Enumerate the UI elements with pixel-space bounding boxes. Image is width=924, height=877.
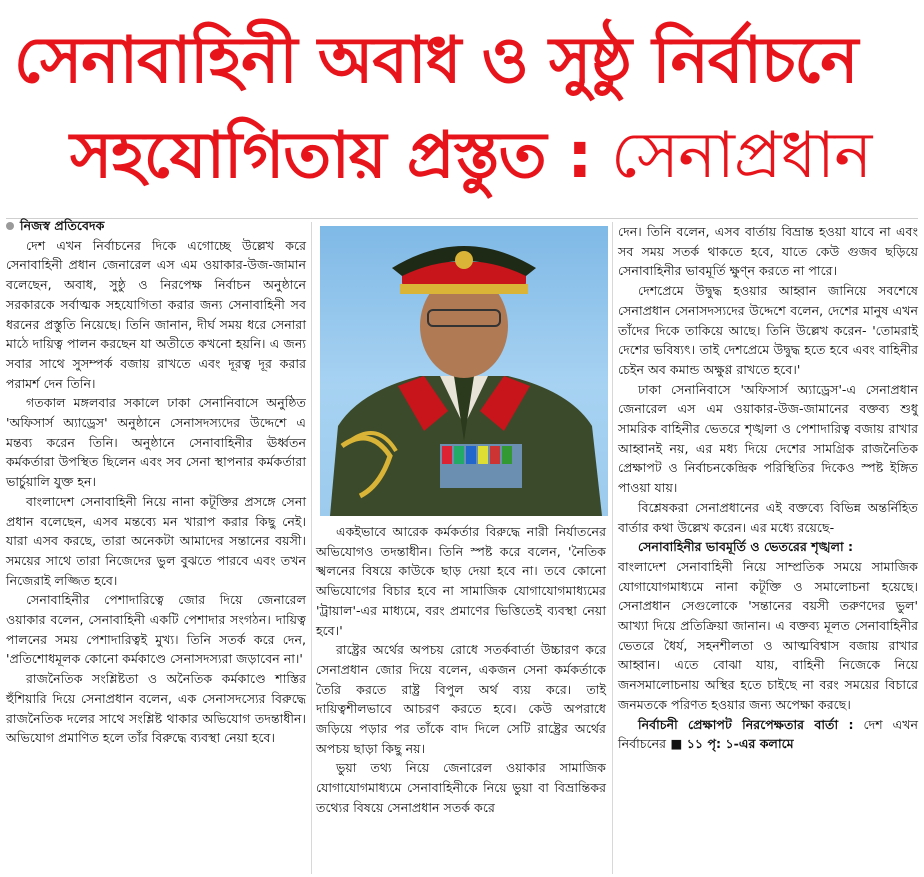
column-divider-2: [612, 222, 613, 874]
headline-line-2: [70, 110, 890, 202]
article-column-1: [6, 216, 306, 876]
army-chief-photo: [320, 226, 608, 516]
column-divider-1: [311, 222, 312, 874]
byline-text: নিজস্ব প্রতিবেদক: [20, 218, 105, 233]
paragraph: ঢাকা সেনানিবাসে 'অফিসার্স অ্যাড্রেস'-এ সেনাপ্রধান জেনারেল এস এম ওয়াকার-উজ-জামানের বক্তব্য শুধু সামরিক বাহিনীর ভেতরে শৃঙ্খলা ও পেশাদারিত্ব বজায় রাখার আহ্বানই নয়, এর মধ্য দিয়ে দেশের সামগ্রিক রাজনৈতিক প্রেক্ষাপট ও নির্বাচনকেন্দ্রিক পরিস্থিতির দিকেও স্পষ্ট ইঙ্গিত পাওয়া যায়।: [618, 381, 918, 496]
paragraph-text: দেশ এখন নির্বাচনের: [618, 716, 918, 752]
article-column-3: [618, 222, 918, 874]
paragraph: গতকাল মঙ্গলবার সকালে ঢাকা সেনানিবাসে অনুষ্ঠিত 'অফিসার্স অ্যাড্রেস' অনুষ্ঠানে সেনাসদস্যদের উদ্দেশে এ মন্তব্য করেন তিনি। অনুষ্ঠানে সেনাবাহিনীর ঊর্ধ্বতন কর্মকর্তারা উপস্থিত ছিলেন এবং সব সেনা স্থাপনার কর্মকর্তারা ভার্চুয়ালি যুক্ত হন।: [6, 395, 306, 490]
paragraph: দেশ এখন নির্বাচনের দিকে এগোচ্ছে উল্লেখ করে সেনাবাহিনী প্রধান জেনারেল এস এম ওয়াকার-উজ-জামান বলেছেন, অবাধ, সুষ্ঠু ও নিরপেক্ষ নির্বাচন অনুষ্ঠানে সরকারকে সর্বাত্মক সহযোগিতা করার জন্য সেনাবাহিনী সব ধরনের প্রস্তুতি নিয়েছে। তিনি জানান, দীর্ঘ সময় ধরে সেনারা মাঠে দায়িত্ব পালন করছেন যা অতীতে কখনো হয়নি। এ জন্য সবার সাথে সুসম্পর্ক বজায় রাখতে এবং দূরত্ব দূর করার পরামর্শ দেন তিনি।: [6, 237, 306, 391]
headline: [0, 0, 924, 215]
bullet-dot-icon: [6, 222, 14, 230]
paragraph: বিশ্লেষকরা সেনাপ্রধানের এই বক্তব্যে বিভিন্ন অন্তর্নিহিত বার্তার কথা উল্লেখ করেন। এর মধ্যে রয়েছে-: [618, 499, 918, 535]
continued-jump-link[interactable]: ■ ১১ পৃ: ১-এর কলামে: [666, 736, 794, 752]
paragraph: বাংলাদেশ সেনাবাহিনী নিয়ে সাম্প্রতিক সময়ে সামাজিক যোগাযোগমাধ্যমে নানা কটূক্তি ও সমালোচনা হয়েছে। সেনাপ্রধান সেগুলোকে 'সন্তানের বয়সী তরুণদের ভুল' আখ্যা দিয়ে প্রতিক্রিয়া জানান। এ বক্তব্য মূলত সেনাবাহিনীর ভেতরে ধৈর্য, সহনশীলতা ও আত্মবিশ্বাস বজায় রাখার আহ্বান। এতে বোঝা যায়, বাহিনী নিজেকে নিয়ে জনসমালোচনায় অস্থির হতে চাইছে না বরং সময়ের বিচারে জনমতকে পরিণত হওয়ার জন্য অপেক্ষা করছে।: [618, 558, 918, 712]
headline-line-2-thin: সেনাপ্রধান: [591, 119, 872, 193]
article-column-2: [316, 522, 606, 874]
army-chief-portrait-icon: [320, 226, 608, 516]
paragraph: সেনাবাহিনীর পেশাদারিত্বে জোর দিয়ে জেনারেল ওয়াকার বলেন, সেনাবাহিনী একটি পেশাদার সংগঠন। দায়িত্ব পালনের সময় পেশাদারিত্বই মুখ্য। তিনি সতর্ক করে দেন, 'প্রতিশোধমূলক কোনো কর্মকাণ্ডে সেনাসদস্যরা জড়াবেন না।': [6, 592, 306, 667]
headline-line-2-bold: সহযোগিতায় প্রস্তুত :: [70, 119, 592, 193]
section-subhead-inline: নির্বাচনী প্রেক্ষাপট নিরপেক্ষতার বার্তা :: [638, 716, 854, 732]
paragraph: দেশপ্রেমে উদ্বুদ্ধ হওয়ার আহ্বান জানিয়ে সবশেষে সেনাপ্রধান সেনাসদস্যদের উদ্দেশে বলেন, দেশের মানুষ এখন তাঁদের দিকে তাকিয়ে আছে। তিনি উল্লেখ করেন- 'তোমরাই দেশের ভবিষ্যৎ। তাই দেশপ্রেমে উদ্বুদ্ধ হতে হবে এবং বাহিনীর চেইন অব কমান্ড অক্ষুণ্ণ রাখতে হবে।': [618, 283, 918, 377]
paragraph: রাষ্ট্রের অর্থের অপচয় রোধে সতর্কবার্তা উচ্চারণ করে সেনাপ্রধান জোর দিয়ে বলেন, একজন সেনা কর্মকর্তাকে তৈরি করতে রাষ্ট্র বিপুল অর্থ ব্যয় করে। তাই দায়িত্বশীলভাবে আচরণ করতে হবে। কেউ অপরাধে জড়িয়ে পড়ার পর তাঁকে বাদ দিলে সেটি রাষ্ট্রের অর্থের অপচয় ছাড়া কিছু নয়।: [316, 642, 606, 756]
headline-line-1: সেনাবাহিনী অবাধ ও সুষ্ঠু নির্বাচনে: [14, 24, 858, 98]
paragraph: ভুয়া তথ্য নিয়ে জেনারেল ওয়াকার সামাজিক যোগাযোগমাধ্যমে সেনাবাহিনীকে নিয়ে ভুয়া বা বিভ্রান্তিকর তথ্যের বিষয়ে সেনাপ্রধান সতর্ক করে: [316, 760, 606, 815]
byline: [6, 216, 306, 236]
paragraph: রাজনৈতিক সংশ্লিষ্টতা ও অনৈতিক কর্মকাণ্ডে শাস্তির হুঁশিয়ারি দিয়ে সেনাপ্রধান বলেন, এক সেনাসদস্যের বিরুদ্ধে রাজনৈতিক দলের সাথে সংশ্লিষ্ট থাকার অভিযোগ তদন্তাধীন। অভিযোগ প্রমাণিত হলে তাঁর বিরুদ্ধে ব্যবস্থা নেয়া হবে।: [6, 671, 306, 746]
section-subhead: সেনাবাহিনীর ভাবমূর্তি ও ভেতরের শৃঙ্খলা :: [638, 539, 854, 555]
paragraph: একইভাবে আরেক কর্মকর্তার বিরুদ্ধে নারী নির্যাতনের অভিযোগও তদন্তাধীন। তিনি স্পষ্ট করে বলেন, 'নৈতিক স্খলনের বিষয়ে কাউকে ছাড় দেয়া হবে না। তবে কোনো অভিযোগের বিচার হবে না সামাজিক যোগাযোগমাধ্যমের 'ট্রায়াল'-এর মাধ্যমে, বরং প্রমাণের ভিত্তিতেই ব্যবস্থা নেয়া হবে।': [316, 524, 606, 638]
paragraph: দেন। তিনি বলেন, এসব বার্তায় বিভ্রান্ত হওয়া যাবে না এবং সব সময় সতর্ক থাকতে হবে, যাতে কেউ গুজব ছড়িয়ে সেনাবাহিনীর ভাবমূর্তি ক্ষুণ্ন করতে না পারে।: [618, 224, 918, 279]
paragraph: বাংলাদেশ সেনাবাহিনী নিয়ে নানা কটূক্তির প্রসঙ্গে সেনা প্রধান বলেছেন, এসব মন্তব্যে মন খারাপ করার কিছু নেই। যারা এসব করছে, তারা অনেকটা আমাদের সন্তানের বয়সী। সময়ের সাথে তারা নিজেদের ভুল বুঝতে পারবে এবং তখন নিজেরাই লজ্জিত হবে।: [6, 493, 306, 588]
paragraph-final: [618, 715, 918, 754]
